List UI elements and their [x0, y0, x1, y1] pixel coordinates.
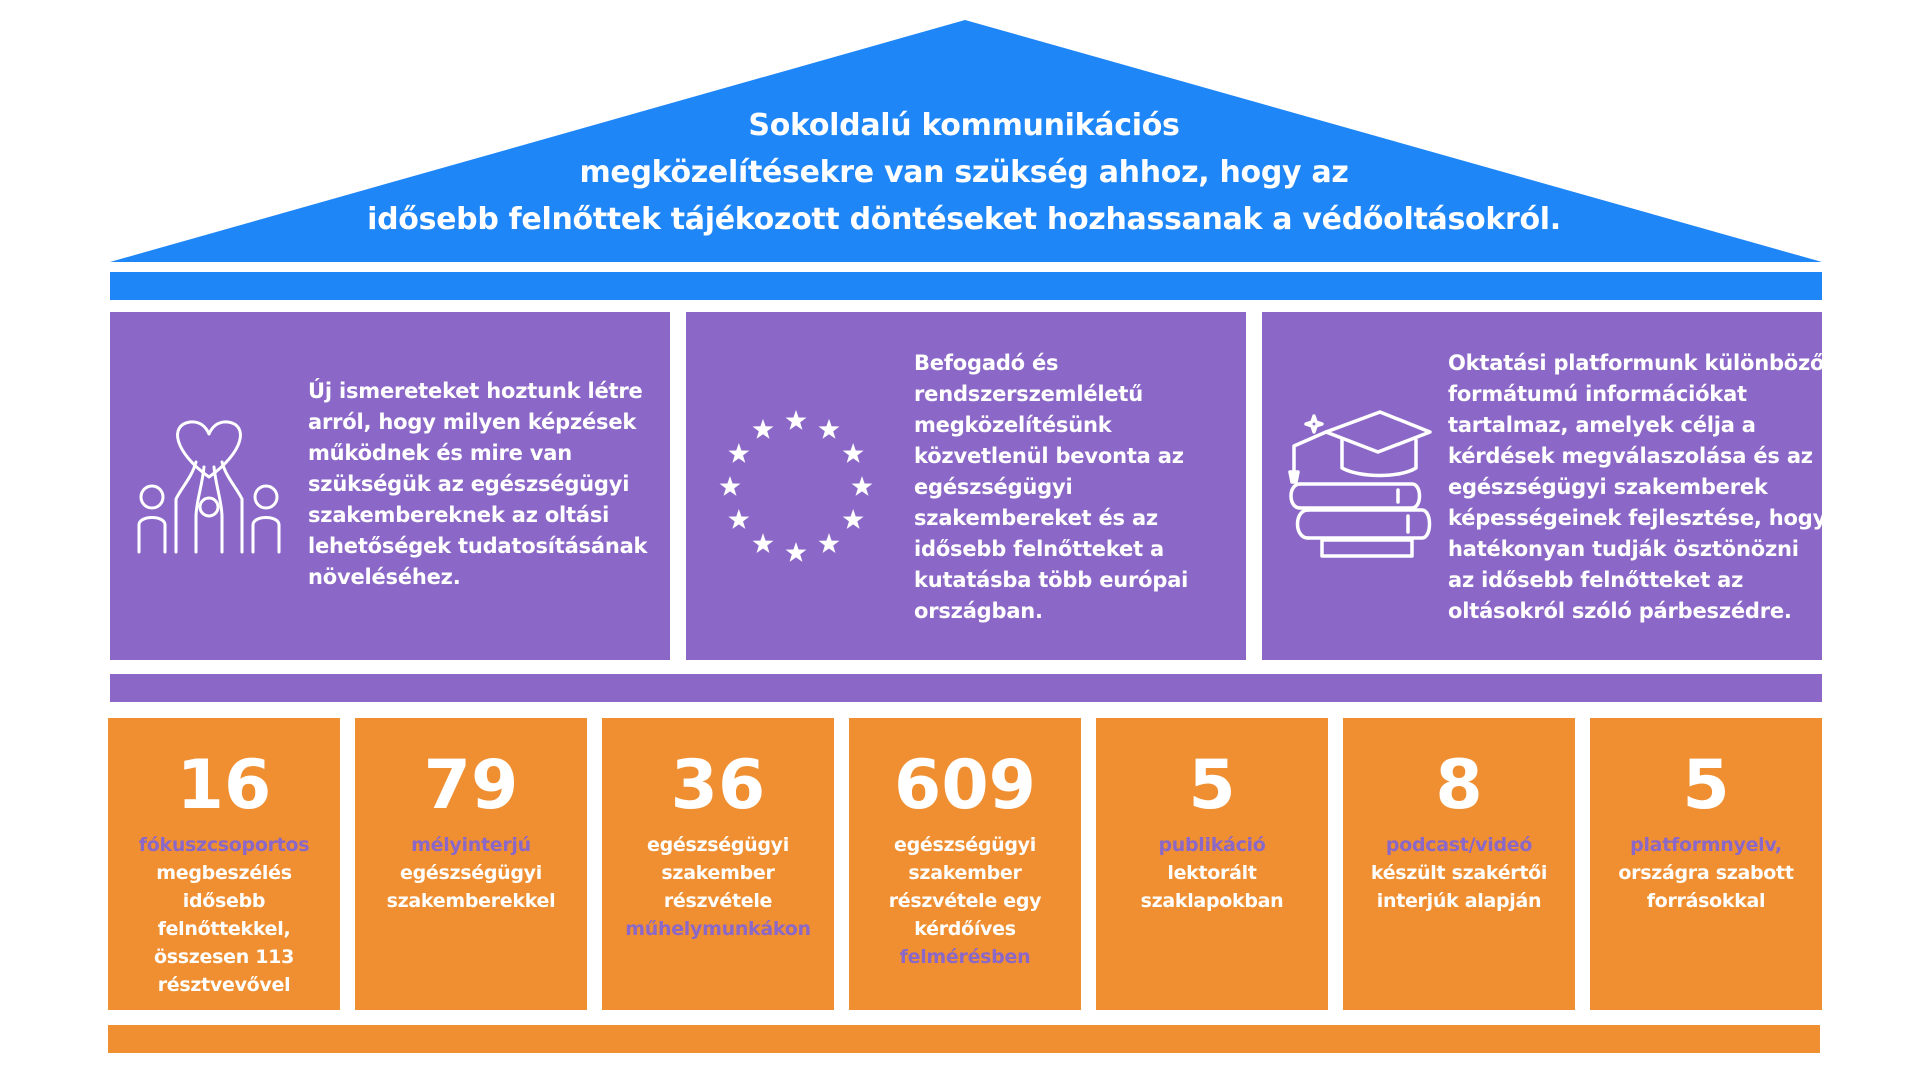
stat-line: kérdőíves [914, 918, 1016, 940]
stat-description [112, 831, 336, 999]
stat-line: publikáció [1158, 834, 1266, 856]
pillar-text-line: kutatásba több európai [914, 568, 1189, 592]
stat-line: részvétele [663, 890, 773, 912]
pillar-text [914, 348, 1188, 627]
stat-line: résztvevővel [157, 974, 291, 996]
pillar-text-line: arról, hogy milyen képzések [308, 410, 637, 434]
foundation-beam [110, 674, 1822, 702]
pillar-knowledge [110, 312, 670, 660]
stat-line: készült szakértői [1370, 862, 1548, 884]
stat-line: egészségügyi [647, 834, 789, 856]
pillar-text-line: oltásokról szóló párbeszédre. [1448, 599, 1792, 623]
pillar-text-line: működnek és mire van [308, 441, 573, 465]
stat-card [1590, 718, 1822, 1010]
stat-line: szakember [661, 862, 775, 884]
eu-star [720, 476, 741, 496]
pillar-text-line: kérdések megválaszolása és az [1448, 444, 1813, 468]
stat-description [1347, 831, 1571, 915]
pillar-text-line: rendszerszemléletű [914, 382, 1144, 406]
stat-line: forrásokkal [1646, 890, 1766, 912]
stat-card [1096, 718, 1328, 1010]
pillar-text [308, 376, 647, 593]
pillar-text-line: szükségük az egészségügyi [308, 472, 630, 496]
stat-line: mélyinterjú [411, 834, 531, 856]
stat-card [849, 718, 1081, 1010]
stat-card [355, 718, 587, 1010]
base-beam [108, 1025, 1820, 1053]
eu-star [753, 533, 774, 553]
stat-description [853, 831, 1077, 971]
stat-line: interjúk alapján [1376, 890, 1542, 912]
stat-number: 16 [176, 746, 272, 825]
eu-stars-icon [716, 407, 876, 567]
pillar-text-line: lehetőségek tudatosításának [308, 534, 648, 558]
stat-number: 79 [423, 746, 519, 825]
pillar-text-line: tartalmaz, amelyek célja a [1448, 413, 1756, 437]
stat-description [1100, 831, 1324, 915]
pillar-text-line: Oktatási platformunk különböző [1448, 351, 1825, 375]
pillar-text-line: formátumú információkat [1448, 382, 1747, 406]
stat-line: idősebb [182, 890, 266, 912]
pillar-text-line: növeléséhez. [308, 565, 461, 589]
eu-star [753, 419, 774, 439]
stat-line: egészségügyi [400, 862, 542, 884]
stat-line: lektorált [1167, 862, 1257, 884]
stat-description [359, 831, 583, 915]
stat-line: felnőttekkel, [157, 918, 291, 940]
pillar-text-line: Új ismereteket hoztunk létre [308, 379, 643, 403]
stat-line: megbeszélés [156, 862, 292, 884]
pillar-text-line: megközelítésünk [914, 413, 1112, 437]
pillar-text-line: egészségügyi szakemberek [1448, 475, 1768, 499]
stat-line: összesen 113 [153, 946, 294, 968]
pillar-text-line: képességeinek fejlesztése, hogy [1448, 506, 1827, 530]
eu-star [843, 443, 864, 463]
stat-line: podcast/videó [1385, 834, 1533, 856]
pillar-text-line: hatékonyan tudják ösztönözni [1448, 537, 1799, 561]
stat-number: 5 [1188, 746, 1236, 825]
stat-number: 609 [894, 746, 1036, 825]
roof-title-line: Sokoldalú kommunikációs [748, 108, 1180, 143]
pillar-text-line: az idősebb felnőtteket az [1448, 568, 1744, 592]
eu-star [819, 419, 840, 439]
pillar-text-line: Befogadó és [914, 351, 1059, 375]
stat-line: részvétele egy [888, 890, 1042, 912]
graduation-books-icon [1280, 410, 1440, 560]
stat-line: műhelymunkákon [625, 918, 811, 940]
stat-line: platformnyelv, [1630, 834, 1782, 856]
pillar-text-line: szakembereket és az [914, 506, 1158, 530]
eu-star [819, 533, 840, 553]
stat-line: országra szabott [1618, 862, 1794, 884]
stat-card [602, 718, 834, 1010]
pillar-text-line: szakembereknek az oltási [308, 503, 610, 527]
pillar-text-line: országban. [914, 599, 1043, 623]
stat-number: 36 [670, 746, 766, 825]
stat-card [1343, 718, 1575, 1010]
stat-number: 5 [1682, 746, 1730, 825]
heart-people-icon [134, 417, 284, 557]
stat-line: szaklapokban [1140, 890, 1284, 912]
pillar-text [1448, 348, 1826, 627]
eu-star [728, 509, 749, 529]
eu-star [852, 476, 873, 496]
roof-beam [110, 272, 1822, 300]
pillar-text-line: közvetlenül bevonta az [914, 444, 1184, 468]
pillar-platform [1262, 312, 1827, 660]
stat-description [606, 831, 830, 943]
stat-line: felmérésben [899, 946, 1031, 968]
eu-star [728, 443, 749, 463]
stat-description [1594, 831, 1818, 915]
pillar-text-line: idősebb felnőtteket a [914, 537, 1165, 561]
pillar-text-line: egészségügyi [914, 475, 1073, 499]
stat-line: szakember [908, 862, 1022, 884]
roof-title-line: idősebb felnőttek tájékozott döntéseket hozhassanak a védőoltásokról. [367, 202, 1561, 237]
roof-title-line: megközelítésekre van szükség ahhoz, hogy az [579, 155, 1349, 190]
pillar-inclusive [686, 312, 1246, 660]
stat-card [108, 718, 340, 1010]
stat-line: egészségügyi [894, 834, 1036, 856]
stat-line: fókuszcsoportos [138, 834, 310, 856]
eu-star [786, 542, 807, 562]
stat-line: szakemberekkel [386, 890, 556, 912]
stat-number: 8 [1435, 746, 1483, 825]
eu-star [843, 509, 864, 529]
eu-star [786, 410, 807, 430]
roof-title [300, 102, 1628, 243]
